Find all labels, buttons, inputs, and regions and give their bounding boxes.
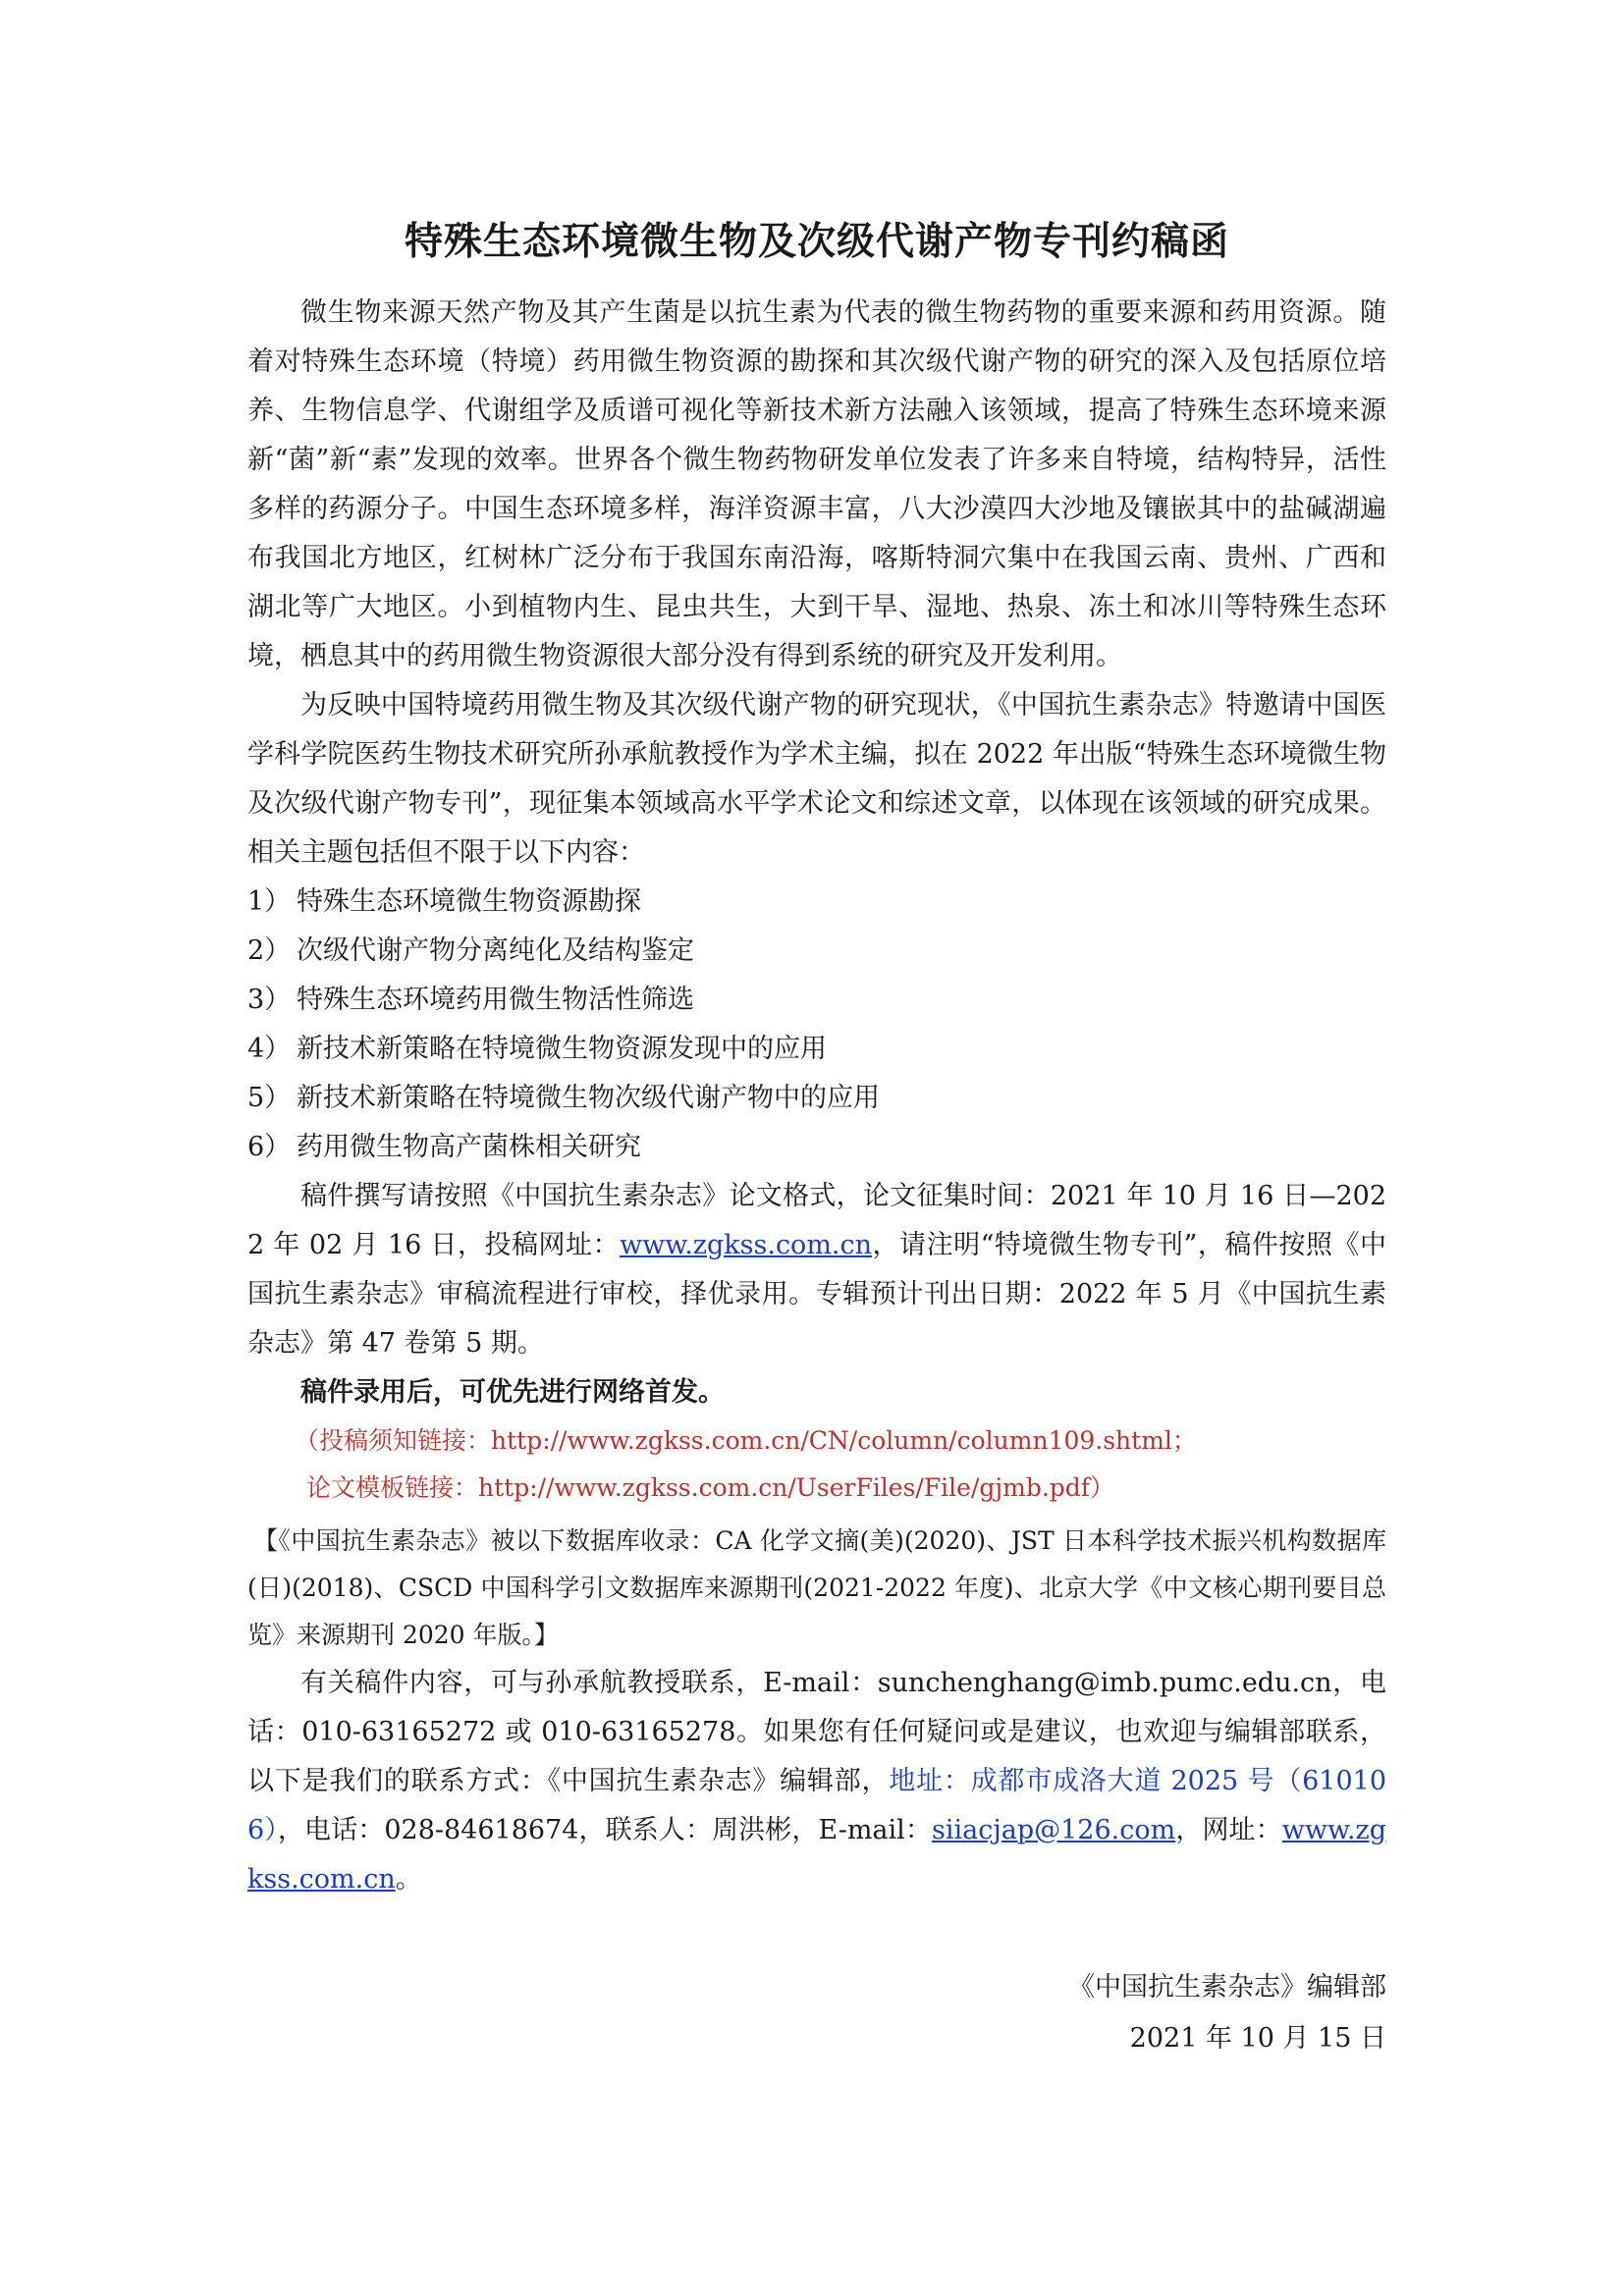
document-page [247,218,1386,1904]
submission-text: 稿件撰写请按照《中国抗生素杂志》论文格式，论文征集时间：2021 年 10 月 16 日—2022 年 02 月 16 日，投稿网址： [247,1181,1386,1260]
signature-date: 2021 年 10 月 15 日 [1129,2023,1386,2054]
list-text: 特殊生态环境药用微生物活性筛选 [297,985,694,1015]
list-text: 新技术新策略在特境微生物资源发现中的应用 [297,1034,827,1064]
page-title: 特殊生态环境微生物及次级代谢产物专刊约稿函 [404,220,1229,264]
guide-link[interactable]: （投稿须知链接：http://www.zgkss.com.cn/CN/column/column109.shtml； [295,1426,1197,1455]
address-text: 地址：成都市成洛大道 2025 号（610106） [247,1766,1386,1845]
list-number: 5） [247,1083,292,1113]
submission-link[interactable]: www.zgkss.com.cn [620,1230,873,1260]
email-link[interactable]: siiacjap@126.com [932,1815,1176,1845]
list-text: 特殊生态环境微生物资源勘探 [297,886,641,917]
template-link[interactable]: 论文模板链接：http://www.zgkss.com.cn/UserFiles/File/gjmb.pdf） [306,1473,1115,1502]
list-number: 6） [247,1132,292,1162]
list-item [247,1025,1386,1074]
contact-text-end: 。 [395,1864,422,1895]
list-text: 新技术新策略在特境微生物次级代谢产物中的应用 [297,1083,880,1113]
list-number: 2） [247,935,292,966]
intro-paragraph: 微生物来源天然产物及其产生菌是以抗生素为代表的微生物药物的重要来源和药用资源。随着对特殊生态环境（特境）药用微生物资源的勘探和其次级代谢产物的研究的深入及包括原位培养、生物信息学、代谢组学及质谱可视化等新技术新方法融入该领域，提高了特殊生态环境来源新“菌”新“素”发现的效率。世界各个微生物药物研发单位发表了许多来自特境，结构特异，活性多样的药源分子。中国生态环境多样，海洋资源丰富，八大沙漠四大沙地及镶嵌其中的盐碱湖遍布我国北方地区，红树林广泛分布于我国东南沿海，喀斯特洞穴集中在我国云南、贵州、广西和湖北等广大地区。小到植物内生、昆虫共生，大到干旱、湿地、热泉、冻土和冰川等特殊生态环境，栖息其中的药用微生物资源很大部分没有得到系统的研究及开发利用。 [247,297,1386,671]
contact-text-phone: ，电话：028-84618674，联系人：周洪彬，E-mail： [277,1815,933,1845]
contact-text: 有关稿件内容，可与孙承航教授联系，E-mail：sunchenghang@imb.pumc.edu.cn，电话：010-63165272 或 010-63165278。如果您有任何疑问或是建议，也欢迎与编辑部联系，以下是我们的联系方式：《中国抗生素杂志》编辑部， [247,1668,1386,1796]
invitation-paragraph: 为反映中国特境药用微生物及其次级代谢产物的研究现状，《中国抗生素杂志》特邀请中国医学科学院医药生物技术研究所孙承航教授作为学术主编，拟在 2022 年出版“特殊生态环境微生物及次级代谢产物专刊”，现征集本领域高水平学术论文和综述文章，以体现在该领域的研究成果。相关主题包括但不限于以下内容： [247,690,1386,868]
list-item [247,976,1386,1025]
website-link[interactable]: www.zgkss.com.cn [247,1815,1387,1895]
list-number: 1） [247,886,292,917]
list-number: 4） [247,1034,292,1064]
online-first-notice: 稿件录用后，可优先进行网络首发。 [300,1377,725,1408]
list-item [247,927,1386,976]
topic-list [247,878,1386,1172]
contact-paragraph [247,1659,1386,1904]
list-text: 药用微生物高产菌株相关研究 [297,1132,641,1162]
submission-paragraph [247,1172,1386,1368]
contact-text-web: ，网址： [1175,1815,1282,1845]
list-item [247,1123,1386,1172]
list-text: 次级代谢产物分离纯化及结构鉴定 [297,935,694,966]
list-item [247,878,1386,927]
indexing-note: 【《中国抗生素杂志》被以下数据库收录：CA 化学文摘(美)(2020)、JST 日本科学技术振兴机构数据库(日)(2018)、CSCD 中国科学引文数据库来源期刊(2021-2022 年度)、北京大学《中文核心期刊要目总览》来源期刊 2020 年版。】 [247,1526,1386,1649]
list-item [247,1074,1386,1123]
list-number: 3） [247,985,292,1015]
submission-text-rest: ，请注明“特境微生物专刊”，稿件按照《中国抗生素杂志》审稿流程进行审校，择优录用。专辑预计刊出日期：2022 年 5 月《中国抗生素杂志》第 47 卷第 5 期。 [247,1230,1386,1359]
signature-org: 《中国抗生素杂志》编辑部 [1068,1972,1386,2002]
